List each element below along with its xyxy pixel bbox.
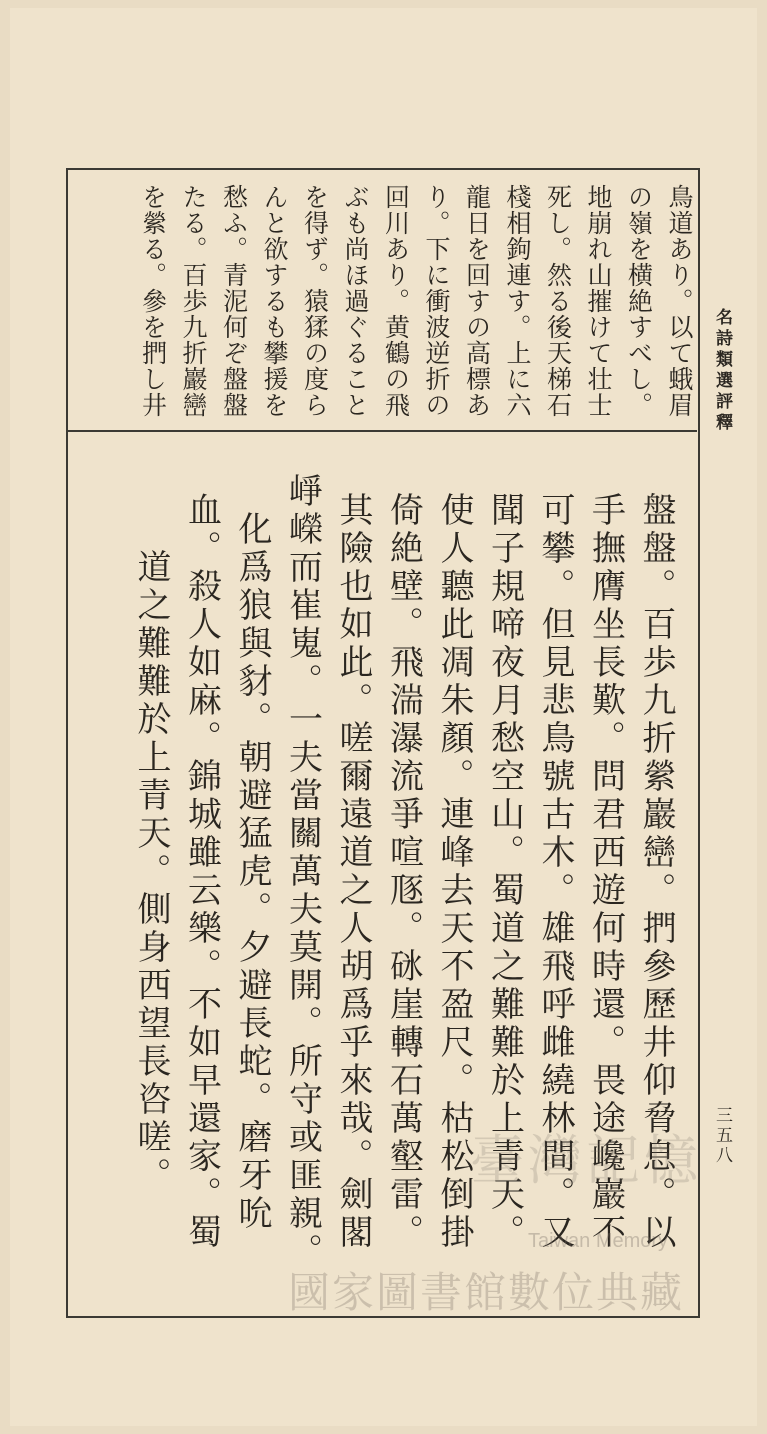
book-page: [10, 8, 757, 1426]
commentary-column: 鳥道あり。以て蛾眉: [665, 184, 694, 418]
watermark-logo: 臺灣記憶: [470, 1129, 702, 1192]
poem-column: 手撫膺坐長歎。問君西遊何時還。畏途巉巖不: [585, 492, 626, 1252]
commentary-column: り。下に衝波逆折の: [422, 184, 451, 418]
commentary-column: 地崩れ山摧けて壮士: [584, 184, 613, 418]
watermark-chinese: 國家圖書館數位典藏: [288, 1268, 685, 1317]
commentary-column: 死し。然る後天梯石: [543, 184, 573, 418]
commentary-column: 回川あり。黄鶴の飛: [381, 184, 411, 418]
commentary-column: 龍日を回すの高標あ: [462, 184, 492, 418]
watermark-english: Taiwan Memory: [528, 1230, 669, 1252]
commentary-section: [68, 170, 697, 432]
commentary-column: 棧相鉤連す。上に六: [503, 184, 532, 418]
poem-column: 道之難難於上青天。側身西望長咨嗟。: [131, 549, 171, 1195]
page-number: 三五八: [712, 1106, 732, 1166]
commentary-column: を縈る。參を捫し井: [138, 184, 168, 418]
commentary-column: たる。百歩九折巖巒: [179, 184, 208, 418]
poem-column: 其險也如此。嗟爾遠道之人胡爲乎來哉。劍閣: [333, 492, 373, 1252]
poem-column: 倚絶壁。飛湍瀑流爭喧豗。砯崖轉石萬壑雷。: [383, 492, 424, 1252]
poem-column: 可攀。但見悲鳥號古木。雄飛呼雌繞林間。又: [535, 492, 575, 1252]
poem-column: 血。殺人如麻。錦城雖云樂。不如早還家。蜀: [181, 492, 222, 1252]
commentary-column: を得ず。猿猱の度ら: [300, 184, 330, 418]
commentary-column: ぶも尚ほ過ぐること: [341, 184, 370, 418]
commentary-column: んと欲するも攀援を: [260, 184, 289, 418]
running-title: 名詩類選評釋: [712, 308, 732, 434]
poem-column: 聞子規啼夜月愁空山。蜀道之難難於上青天。: [484, 492, 525, 1252]
commentary-column: の嶺を横絶すべし。: [624, 184, 654, 418]
poem-column: 崢嶸而崔嵬。一夫當關萬夫莫開。所守或匪親。: [282, 473, 323, 1271]
poem-column: 使人聽此凋朱顏。連峰去天不盈尺。枯松倒掛: [434, 492, 474, 1252]
poem-column: 化爲狼與豺。朝避猛虎。夕避長蛇。磨牙吮: [232, 511, 272, 1233]
poem-column: 盤盤。百歩九折縈巖巒。捫參歷井仰脅息。以: [636, 492, 676, 1252]
commentary-column: 愁ふ。青泥何ぞ盤盤: [219, 184, 249, 418]
